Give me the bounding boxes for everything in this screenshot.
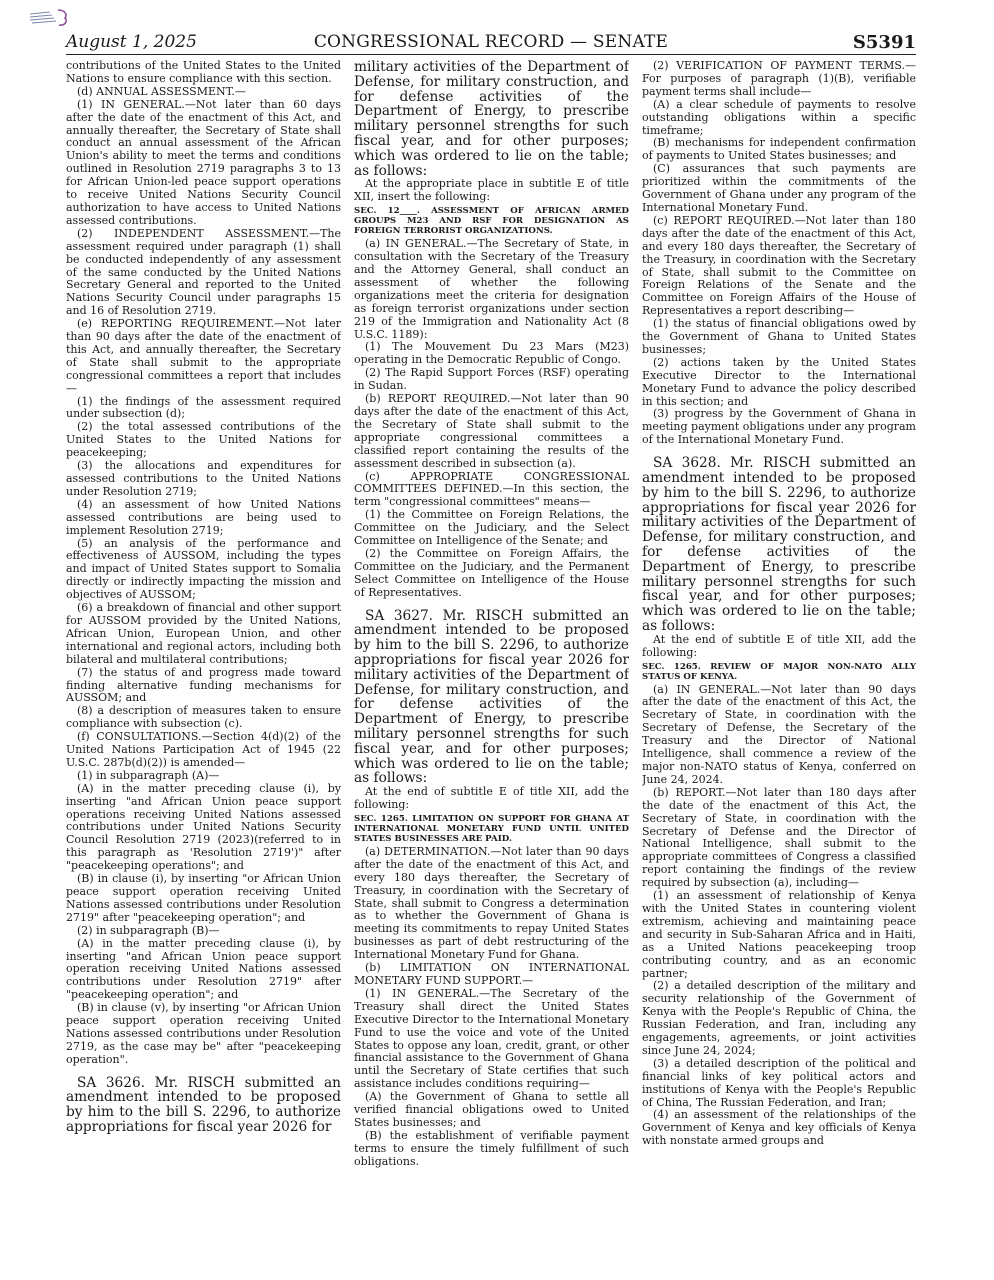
- paragraph: (c) REPORT REQUIRED.—Not later than 180 days after the date of the enactment of this Act, and every 180 days thereafter, the Secretary of the Treasury, in coordination with the Secretary of State, shall submit to the Committee on Foreign Relations of the Senate and the Committee on Foreign Affairs of the House of Representatives a report describing—: [642, 213, 916, 318]
- paragraph: (B) mechanisms for independent confirmation of payments to United States businesses; and: [642, 136, 916, 163]
- paragraph: (2) The Rapid Support Forces (RSF) operating in Sudan.: [354, 366, 629, 393]
- paragraph: (2) a detailed description of the military and security relationship of the Government of Kenya with the People's Republic of China, the Russian Federation, and Iran, including any engagements, agreements, or joint activities since June 24, 2024;: [642, 979, 916, 1057]
- paragraph: (1) an assessment of relationship of Kenya with the United States in countering violent extremism, achieving and maintaining peace and security in Sub-Saharan Africa and in Haiti, as a United Nations peacekeeping troop contributing country, and as an economic partner;: [642, 889, 916, 980]
- header-page-number: S5391: [852, 32, 916, 53]
- amendment-lead-sa-3628: SA 3628. Mr. RISCH submitted an amendment intended to be proposed by him to the bill S. 2296, to authorize appropriations for fiscal year 2026 for military activities of the Department of Defense, for military construction, and for defense activities of the Department of Energy, to prescribe military personnel strengths for such fiscal year, and for other purposes; which was ordered to lie on the table; as follows:: [642, 455, 916, 634]
- paragraph: (b) REPORT.—Not later than 180 days after the date of the enactment of this Act, the Secretary of State, in coordination with the Secretary of Defense and the Director of National Intelligence, shall submit to the appropriate committees of Congress a classified report containing the findings of the review required by subsection (a), including—: [642, 785, 916, 890]
- paragraph: (2) actions taken by the United States Executive Director to the International Monetary Fund to advance the policy described in this section; and: [642, 355, 916, 408]
- paragraph: (C) assurances that such payments are prioritized within the commitments of the Government of Ghana under any program of the International Monetary Fund.: [642, 162, 916, 214]
- paragraph: (7) the status of and progress made toward finding alternative funding mechanisms for AUSSOM; and: [66, 665, 341, 705]
- paragraph: (2) the Committee on Foreign Affairs, the Committee on the Judiciary, and the Permanent Select Committee on Intelligence of the House of Representatives.: [354, 546, 629, 599]
- text-column-2: [354, 60, 629, 1260]
- paragraph: (A) in the matter preceding clause (i), by inserting "and African Union peace support operations receiving United Nations assessed contributions under United Nations Security Council Resolution 2719 (2023)(referred to in this paragraph as 'Resolution 2719')" after "peacekeeping operations"; and: [66, 781, 341, 873]
- paragraph: (1) The Mouvement Du 23 Mars (M23) operating in the Democratic Republic of Congo.: [354, 340, 629, 367]
- paragraph: (b) REPORT REQUIRED.—Not later than 90 days after the date of the enactment of this Act, the Secretary of State shall submit to the appropriate congressional committees a classified report containing the results of the assessment described in subsection (a).: [354, 392, 629, 470]
- paragraph: (5) an analysis of the performance and effectiveness of AUSSOM, including the types and impact of United States support to Somalia directly or indirectly impacting the mission and objectives of AUSSOM;: [66, 536, 341, 602]
- paragraph: (2) in subparagraph (B)—: [77, 923, 220, 937]
- page-header: [66, 32, 916, 55]
- paragraph: (B) in clause (v), by inserting "or African Union peace support operation receiving United Nations assessed contributions under Resolution 2719, as the case may be" after "peacekeeping operation".: [66, 1001, 341, 1066]
- paragraph: (1) the findings of the assessment required under subsection (d);: [66, 394, 341, 421]
- paragraph: (c) APPROPRIATE CONGRESSIONAL COMMITTEES DEFINED.—In this section, the term "congressional committees" means—: [354, 469, 629, 509]
- section-heading: SEC. 1265. REVIEW OF MAJOR NON-NATO ALLY STATUS OF KENYA.: [642, 661, 916, 682]
- paragraph: (4) an assessment of the relationships of the Government of Kenya and key officials of Kenya with nonstate armed groups and: [642, 1108, 916, 1148]
- header-title: CONGRESSIONAL RECORD — SENATE: [313, 32, 669, 52]
- paragraph: (1) the status of financial obligations owed by the Government of Ghana to United States businesses;: [642, 317, 916, 356]
- paragraph: (3) the allocations and expenditures for assessed contributions to the United Nations under Resolution 2719;: [66, 459, 341, 498]
- paragraph: (3) progress by the Government of Ghana in meeting payment obligations under any program of the International Monetary Fund.: [642, 407, 916, 447]
- section-heading: SEC. 1265. LIMITATION ON SUPPORT FOR GHANA AT INTERNATIONAL MONETARY FUND UNTIL UNITED STATES BUSINESSES ARE PAID.: [354, 813, 629, 844]
- paragraph: (f) CONSULTATIONS.—Section 4(d)(2) of the United Nations Participation Act of 1945 (22 U.S.C. 287b(d)(2)) is amended—: [66, 730, 341, 769]
- gpo-eagle-logo: [28, 6, 70, 28]
- paragraph: (e) REPORTING REQUIREMENT.—Not later than 90 days after the date of the enactment of this Act, and annually thereafter, the Secretary of State shall submit to the appropriate congressional committees a report that includes—: [66, 317, 341, 395]
- header-date: August 1, 2025: [66, 32, 197, 52]
- paragraph: (A) in the matter preceding clause (i), by inserting "and African Union peace support operation receiving United Nations assessed contributions under Resolution 2719" after "peacekeeping operation"; and: [66, 936, 341, 1002]
- paragraph: (2) INDEPENDENT ASSESSMENT.—The assessment required under paragraph (1) shall be conducted independently of any assessment of the same conducted by the United Nations Secretary General and reported to the United Nations Security Council under paragraphs 15 and 16 of Resolution 2719.: [66, 226, 341, 318]
- amendment-lead-sa-3626: SA 3626. Mr. RISCH submitted an amendment intended to be proposed by him to the bill S. 2296, to authorize appropriations for fiscal year 2026 for: [66, 1074, 341, 1136]
- paragraph: (a) IN GENERAL.—Not later than 90 days after the date of the enactment of this Act, the Secretary of State, in coordination with the Secretary of Defense, the Secretary of the Treasury and the Director of National Intelligence, shall commence a review of the major non-NATO status of Kenya, conferred on June 24, 2024.: [642, 682, 916, 786]
- paragraph: (3) a detailed description of the political and financial links of key political actors and institutions of Kenya with the People's Republic of China, The Russian Federation, and Iran;: [642, 1056, 916, 1109]
- paragraph: (4) an assessment of how United Nations assessed contributions are being used to implement Resolution 2719;: [66, 497, 341, 537]
- paragraph: (8) a description of measures taken to ensure compliance with subsection (c).: [66, 704, 341, 731]
- paragraph: (B) the establishment of verifiable payment terms to ensure the timely fulfillment of such obligations.: [354, 1128, 629, 1168]
- paragraph: (a) DETERMINATION.—Not later than 90 days after the date of the enactment of this Act, and every 180 days thereafter, the Secretary of Treasury, in coordination with the Secretary of State, shall submit to Congress a determination as to whether the Government of Ghana is meeting its commitments to repay United States businesses as part of debt restructuring of the International Monetary Fund for Ghana.: [354, 844, 629, 962]
- paragraph: At the end of subtitle E of title XII, add the following:: [642, 632, 916, 659]
- paragraph: (1) the Committee on Foreign Relations, the Committee on the Judiciary, and the Select Committee on Intelligence of the Senate; and: [354, 508, 629, 548]
- paragraph: (6) a breakdown of financial and other support for AUSSOM provided by the United Nations, African Union, European Union, and other international and regional actors, including both bilateral and multilateral contributions;: [66, 601, 341, 666]
- paragraph: (1) in subparagraph (A)—: [77, 768, 220, 782]
- paragraph: At the end of subtitle E of title XII, add the following:: [354, 785, 629, 812]
- text-column-3: [642, 60, 916, 1260]
- paragraph: (b) LIMITATION ON INTERNATIONAL MONETARY FUND SUPPORT.—: [354, 961, 629, 987]
- paragraph: (1) IN GENERAL.—Not later than 60 days after the date of the enactment of this Act, and annually thereafter, the Secretary of State shall conduct an annual assessment of the African Union's ability to meet the terms and conditions outlined in Resolution 2719 paragraphs 3 to 13 for African Union-led peace support operations to receive United Nations Security Council authorization to have access to United Nations assessed contributions.: [66, 97, 341, 227]
- paragraph: (A) the Government of Ghana to settle all verified financial obligations owed to United States businesses; and: [354, 1090, 629, 1129]
- paragraph: (d) ANNUAL ASSESSMENT.—: [77, 84, 246, 98]
- section-heading: SEC. 12____. ASSESSMENT OF AFRICAN ARMED GROUPS M23 AND RSF FOR DESIGNATION AS FOREIGN TERRORIST ORGANIZATIONS.: [354, 206, 629, 237]
- paragraph: (2) the total assessed contributions of the United States to the United Nations for peacekeeping;: [66, 420, 341, 460]
- amendment-lead-continued: military activities of the Department of Defense, for military construction, and for defense activities of the Department of Energy, to prescribe military personnel strengths for such fiscal year, and for other purposes; which was ordered to lie on the table; as follows:: [354, 60, 629, 179]
- amendment-lead-sa-3627: SA 3627. Mr. RISCH submitted an amendment intended to be proposed by him to the bill S. 2296, to authorize appropriations for fiscal year 2026 for military activities of the Department of Defense, for military construction, and for defense activities of the Department of Energy, to prescribe military personnel strengths for such fiscal year, and for other purposes; which was ordered to lie on the table; as follows:: [354, 607, 629, 787]
- text-column-1: [66, 60, 341, 1260]
- paragraph: (A) a clear schedule of payments to resolve outstanding obligations within a specific timeframe;: [642, 97, 916, 137]
- paragraph: (B) in clause (i), by inserting "or African Union peace support operation receiving United Nations assessed contributions under Resolution 2719" after "peacekeeping operation"; and: [66, 872, 341, 924]
- paragraph: (1) IN GENERAL.—The Secretary of the Treasury shall direct the United States Executive Director to the International Monetary Fund to use the voice and vote of the United States to oppose any loan, credit, grant, or other financial assistance to the Government of Ghana until the Secretary of State certifies that such assistance includes conditions requiring—: [354, 986, 629, 1091]
- paragraph: (2) VERIFICATION OF PAYMENT TERMS.—For purposes of paragraph (1)(B), verifiable payment terms shall include—: [642, 60, 916, 98]
- paragraph: (a) IN GENERAL.—The Secretary of State, in consultation with the Secretary of the Treasury and the Attorney General, shall conduct an assessment of whether the following organizations meet the criteria for designation as foreign terrorist organizations under section 219 of the Immigration and Nationality Act (8 U.S.C. 1189):: [354, 237, 629, 341]
- paragraph: contributions of the United States to the United Nations to ensure compliance with this section.: [66, 60, 341, 85]
- paragraph: At the appropriate place in subtitle E of title XII, insert the following:: [354, 177, 629, 204]
